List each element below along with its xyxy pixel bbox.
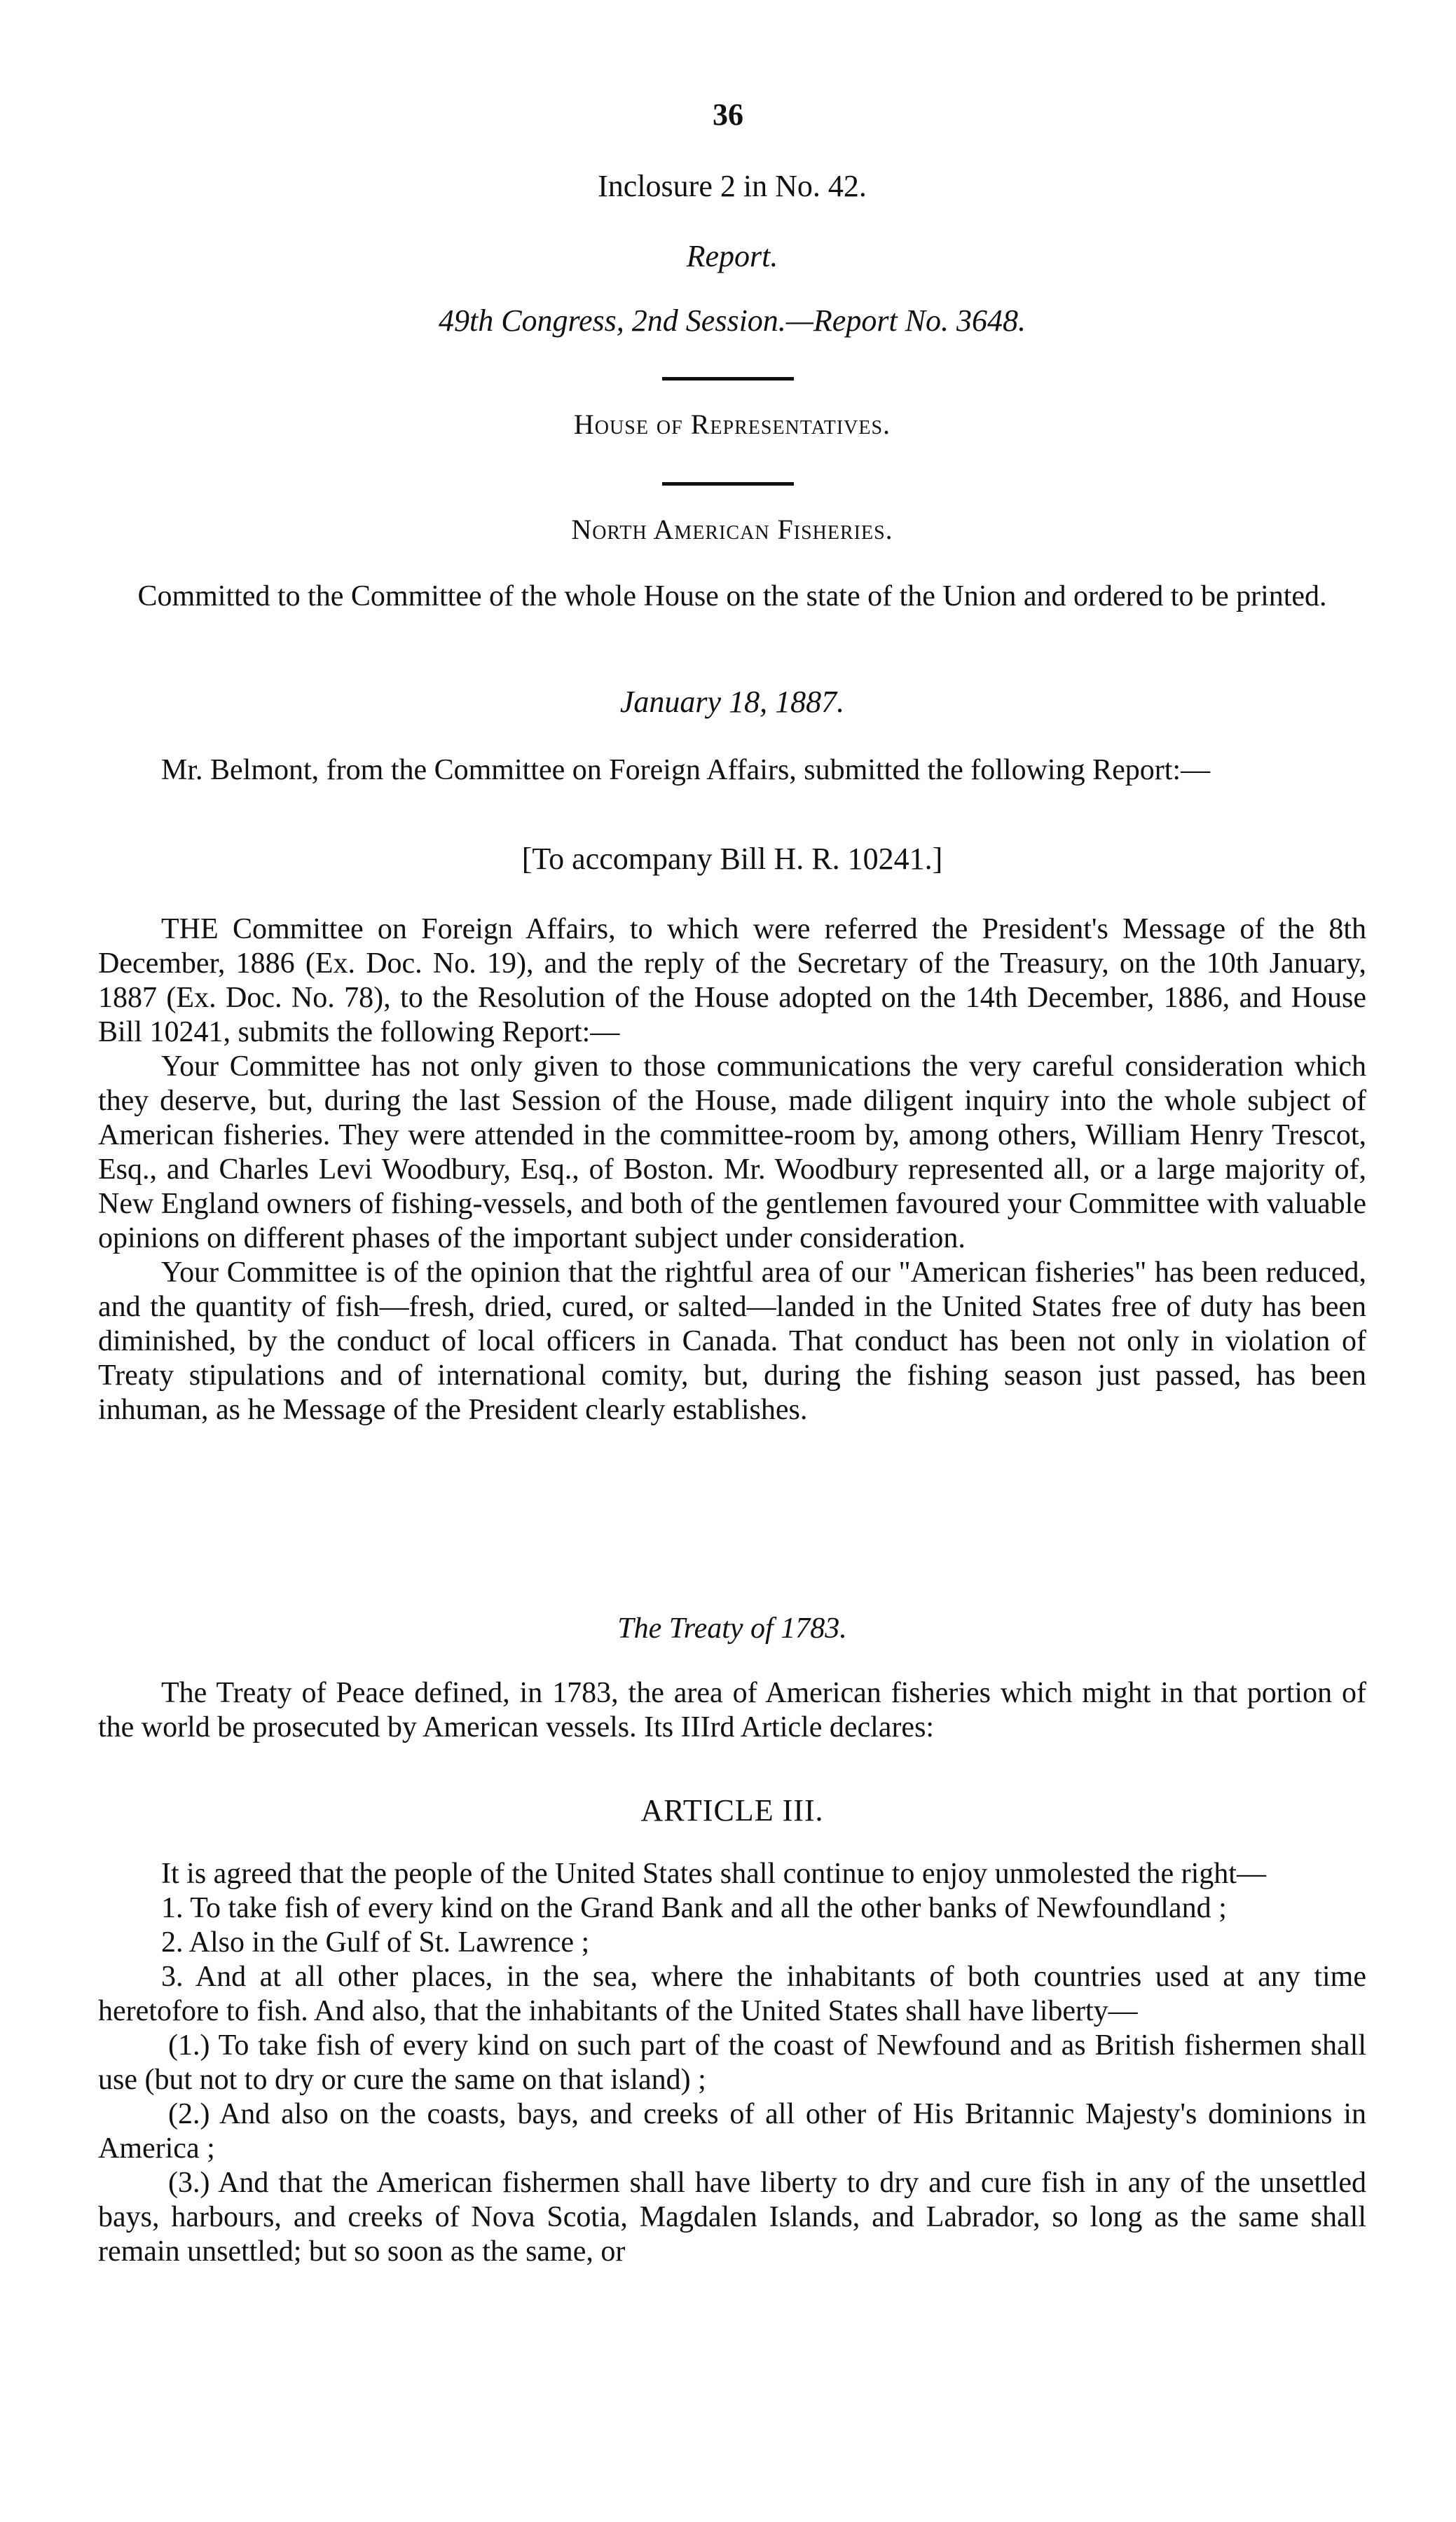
divider-rule bbox=[662, 377, 794, 381]
article-item: 2. Also in the Gulf of St. Lawrence ; bbox=[161, 1926, 590, 1959]
treaty-heading: The Treaty of 1783. bbox=[617, 1612, 847, 1645]
report-body bbox=[98, 912, 1366, 1427]
body-paragraph: Your Committee is of the opinion that the rightful area of our "American fisheries" has been reduced, and the quantity of fish—fresh, dried, cured, or salted—landed in the United States free of duty has been diminished, by the conduct of local officers in Canada. That conduct has been not only in violation of Treaty stipulations and of international comity, but, during the fishing season just passed, has been inhuman, as he Message of the President clearly establishes. bbox=[98, 1256, 1366, 1426]
committed-note: Committed to the Committee of the whole House on the state of the Union and ordered to be printed. bbox=[137, 580, 1327, 612]
article-sub-item: (1.) To take fish of every kind on such part of the coast of Newfound and as British fishermen shall use (but not to dry or cure the same on that island) ; bbox=[98, 2029, 1366, 2096]
report-date: January 18, 1887. bbox=[619, 685, 845, 719]
inclosure-heading: Inclosure 2 in No. 42. bbox=[598, 169, 867, 203]
article-sub-item: (3.) And that the American fishermen shall have liberty to dry and cure fish in any of the unsettled bays, harbours, and creeks of Nova Scotia, Magdalen Islands, and Labrador, so long as the same shall remain unsettled; but so soon as the same, or bbox=[98, 2167, 1366, 2268]
treaty-paragraph: The Treaty of Peace defined, in 1783, the area of American fisheries which might in that portion of the world be prosecuted by American vessels. Its IIIrd Article declares: bbox=[98, 1677, 1366, 1743]
bill-reference: [To accompany Bill H. R. 10241.] bbox=[521, 842, 943, 876]
page-number: 36 bbox=[713, 97, 743, 132]
article-item: 1. To take fish of every kind on the Grand Bank and all the other banks of Newfoundland ; bbox=[161, 1892, 1227, 1924]
report-title: Report. bbox=[686, 239, 778, 273]
submission-note bbox=[98, 753, 1366, 788]
fisheries-heading: North American Fisheries. bbox=[571, 514, 893, 545]
article-intro: It is agreed that the people of the United States shall continue to enjoy unmolested the right— bbox=[161, 1858, 1266, 1890]
congress-line: 49th Congress, 2nd Session.—Report No. 3648. bbox=[438, 303, 1026, 338]
article-section bbox=[98, 1857, 1366, 2269]
body-paragraph: Your Committee has not only given to those communications the very careful consideration which they deserve, but, during the last Session of the House, made diligent inquiry into the whole subject of American fisheries. They were attended in the committee-room by, among others, William Henry Trescot, Esq., and Charles Levi Woodbury, Esq., of Boston. Mr. Woodbury represented all, or a large majority of, New England owners of fishing-vessels, and both of the gentlemen favoured your Committee with valuable opinions on different phases of the important subject under consideration. bbox=[98, 1050, 1366, 1254]
article-item: 3. And at all other places, in the sea, where the inhabitants of both countries used at any time heretofore to fish. And also, that the inhabitants of the United States shall have liberty— bbox=[98, 1961, 1366, 2027]
divider-rule bbox=[662, 482, 794, 486]
article-heading: ARTICLE III. bbox=[640, 1793, 824, 1828]
submission-paragraph: Mr. Belmont, from the Committee on Foreign Affairs, submitted the following Report:— bbox=[161, 754, 1211, 786]
body-paragraph: THE Committee on Foreign Affairs, to which were referred the President's Message of the 8th December, 1886 (Ex. Doc. No. 19), and the reply of the Secretary of the Treasury, on the 10th January, 1887 (Ex. Doc. No. 78), to the Resolution of the House adopted on the 14th December, 1886, and House Bill 10241, submits the following Report:— bbox=[98, 913, 1366, 1048]
house-heading: House of Representatives. bbox=[573, 409, 891, 440]
article-sub-item: (2.) And also on the coasts, bays, and creeks of all other of His Britannic Majesty's dominions in America ; bbox=[98, 2098, 1366, 2165]
treaty-section bbox=[98, 1676, 1366, 1745]
